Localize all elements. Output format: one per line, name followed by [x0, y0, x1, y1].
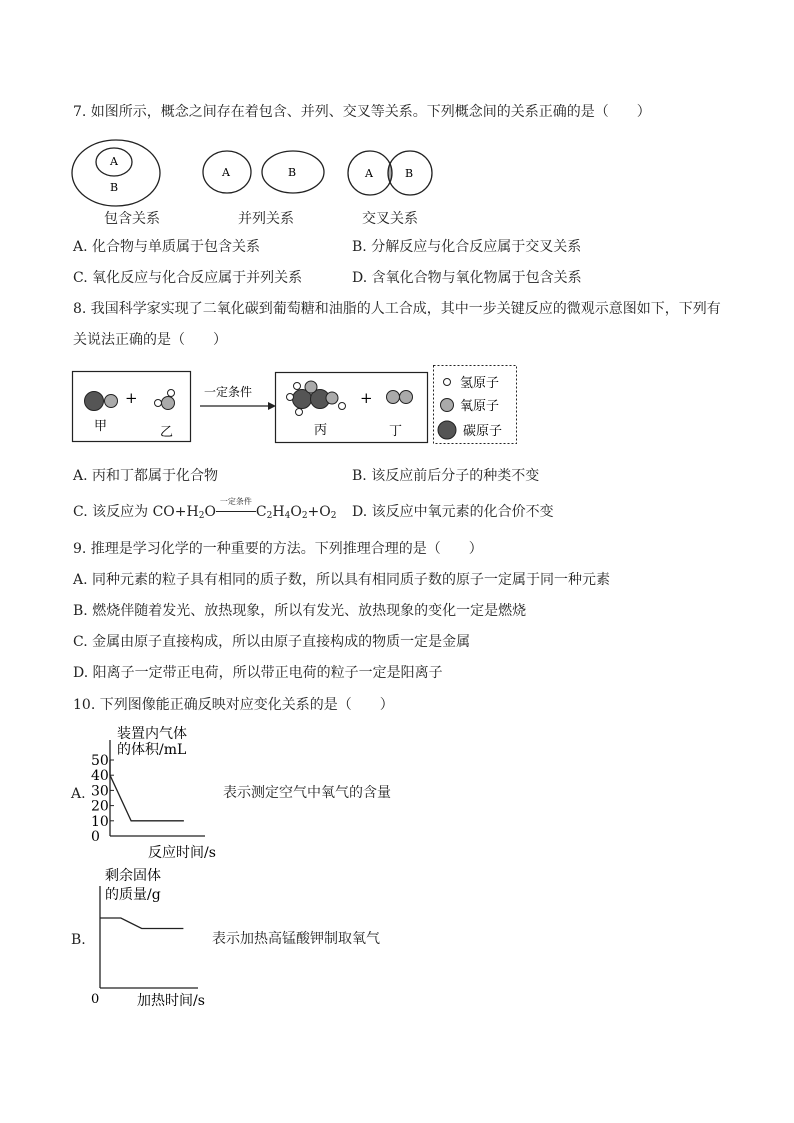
q7-option-c: C. 氧化反应与化合反应属于并列关系	[73, 270, 303, 286]
venn-cross-a: A	[365, 167, 373, 180]
graph-a-caption: 表示测定空气中氧气的含量	[223, 785, 391, 801]
label-contain: 包含关系	[104, 211, 160, 227]
label-bing: 丙	[314, 423, 328, 438]
venn-contain-b: B	[110, 181, 119, 194]
condition-label: 一定条件	[204, 385, 253, 399]
plus-sign-1: +	[125, 389, 138, 407]
legend-hydrogen-symbol	[444, 379, 451, 386]
legend-hydrogen-label: 氢原子	[460, 376, 500, 391]
graph-b-caption: 表示加热高锰酸钾制取氧气	[212, 931, 380, 947]
bing-oxygen-atom	[326, 392, 338, 404]
label-parallel: 并列关系	[238, 211, 294, 227]
label-cross: 交叉关系	[362, 211, 418, 227]
legend-oxygen-symbol	[441, 399, 454, 412]
legend-oxygen-label: 氧原子	[460, 399, 500, 414]
graph-a-ytick-label: 30	[91, 783, 109, 800]
cond-over-arrow: 一定条件	[219, 497, 252, 506]
q10-stem: 10. 下列图像能正确反映对应变化关系的是（ ）	[73, 697, 394, 713]
venn-cross-diagram	[348, 151, 434, 197]
graph-a-line	[110, 760, 184, 821]
yi-oxygen-atom	[162, 397, 175, 410]
venn-cross-b: B	[405, 167, 414, 180]
venn-contain-diagram	[72, 138, 164, 206]
graph-a-ytick-label: 20	[91, 798, 109, 815]
graph-a-ytick-label: 40	[91, 768, 109, 785]
bing-oxygen-atom	[305, 381, 317, 393]
venn-parallel-b: B	[288, 166, 297, 179]
q7-option-d: D. 含氧化合物与氧化物属于包含关系	[352, 270, 582, 286]
venn-parallel-a: A	[222, 166, 230, 179]
ding-oxygen-atom	[400, 391, 413, 404]
q9-stem: 9. 推理是学习化学的一种重要的方法。下列推理合理的是（ ）	[73, 541, 483, 557]
graph-b-line	[100, 918, 183, 929]
legend-carbon-label: 碳原子	[463, 424, 503, 439]
bing-hydrogen-atom	[287, 394, 294, 401]
label-yi: 乙	[160, 425, 174, 440]
bing-hydrogen-atom	[296, 409, 303, 416]
graph-b-ylabel-line2: 的质量/g	[105, 887, 161, 903]
q9-option-b: B. 燃烧伴随着发光、放热现象，所以有发光、放热现象的变化一定是燃烧	[73, 603, 527, 619]
q8-stem-line2: 关说法正确的是（ ）	[73, 332, 227, 348]
jia-carbon-atom	[85, 392, 104, 411]
graph-a-ylabel-line1: 装置内气体	[117, 726, 187, 742]
graph-b-ylabel-line1: 剩余固体	[105, 868, 161, 884]
q8-option-a: A. 丙和丁都属于化合物	[73, 468, 219, 484]
jia-oxygen-atom	[105, 395, 118, 408]
label-ding: 丁	[389, 424, 403, 439]
graph-b-xlabel: 加热时间/s	[137, 993, 205, 1009]
q7-stem: 7. 如图所示，概念之间存在着包含、并列、交叉等关系。下列概念间的关系正确的是（ ）	[73, 104, 651, 120]
graph-a-ytick-label: 0	[91, 829, 100, 845]
q7-option-b: B. 分解反应与化合反应属于交叉关系	[352, 239, 582, 255]
graph-a	[90, 724, 230, 864]
cond-arrow-line	[216, 511, 256, 512]
graph-a-ytick-label: 50	[91, 753, 109, 769]
bing-hydrogen-atom	[294, 383, 301, 390]
plus-sign-2: +	[360, 389, 373, 407]
graph-a-ylabel-line2: 的体积/mL	[117, 742, 187, 758]
graph-b-option: B.	[71, 932, 86, 948]
legend-carbon-symbol	[438, 421, 456, 439]
yi-hydrogen-atom	[168, 390, 175, 397]
venn-parallel-diagram	[202, 151, 327, 195]
q9-option-c: C. 金属由原子直接构成，所以由原子直接构成的物质一定是金属	[73, 634, 471, 650]
graph-a-xlabel: 反应时间/s	[148, 845, 216, 861]
q9-option-d: D. 阳离子一定带正电荷，所以带正电荷的粒子一定是阳离子	[73, 665, 443, 681]
q8-option-d: D. 该反应中氧元素的化合价不变	[352, 504, 554, 520]
label-jia: 甲	[94, 419, 108, 434]
graph-b	[88, 866, 228, 1011]
graph-b-origin: 0	[91, 992, 100, 1007]
bing-hydrogen-atom	[339, 403, 346, 410]
q8-option-c: C. 该反应为 $CO+H_2O$ 一定条件 $C_2H_4O_2+O_2$	[73, 497, 337, 521]
reaction-diagram	[72, 364, 522, 446]
graph-a-ytick-label: 10	[91, 813, 109, 830]
ding-oxygen-atom	[387, 391, 400, 404]
q7-option-a: A. 化合物与单质属于包含关系	[73, 239, 261, 255]
graph-a-option: A.	[71, 786, 86, 802]
q8-stem-line1: 8. 我国科学家实现了二氧化碳到葡萄糖和油脂的人工合成，其中一步关键反应的微观示意图如下，下列有	[73, 301, 721, 317]
yi-hydrogen-atom	[155, 400, 162, 407]
venn-contain-a: A	[110, 155, 118, 168]
q8-option-b: B. 该反应前后分子的种类不变	[352, 468, 540, 484]
q9-option-a: A. 同种元素的粒子具有相同的质子数，所以具有相同质子数的原子一定属于同一种元素	[73, 572, 611, 588]
